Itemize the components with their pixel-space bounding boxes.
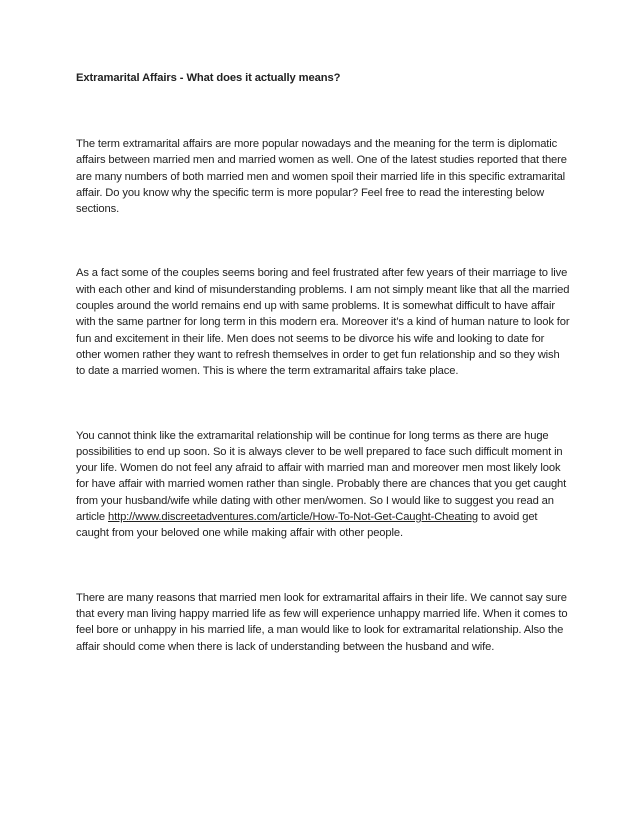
document-title: Extramarital Affairs - What does it actually means? [76, 72, 341, 84]
document-body [76, 70, 570, 655]
paragraph-3 [76, 428, 570, 542]
paragraph-4: There are many reasons that married men look for extramarital affairs in their life. We cannot say sure that every man living happy married life as few will experience unhappy married life. When it comes to feel bore or unhappy in his married life, a man would like to look for extramarital relationship. Also the affair should come when there is lack of understanding between the husband and wife. [76, 591, 568, 653]
paragraph-3-text-before: You cannot think like the extramarital relationship will be continue for long terms as there are huge possibilities to end up soon. So it is always clever to be well prepared to face such difficult moment in your life. Women do not feel any afraid to affair with married man and moreover men most likely look for have affair with married women rather than single. Probably there are chances that you get caught from your husband/wife while dating with other men/women. So I would like to suggest you read an article [76, 429, 567, 524]
paragraph-3-text-after: to avoid get caught from your beloved one while making affair with other people. [76, 511, 538, 540]
paragraph-1: The term extramarital affairs are more popular nowadays and the meaning for the term is diplomatic affairs between married men and married women as well. One of the latest studies reported that there are many numbers of both married men and women spoil their married life in this specific extramarital affair. Do you know why the specific term is more popular? Feel free to read the interesting below sections. [76, 138, 567, 216]
paragraph-2: As a fact some of the couples seems boring and feel frustrated after few years of their marriage to live with each other and kind of misunderstanding problems. I am not simply meant like that all the married couples around the world remains end up with same problems. It is somewhat difficult to have affair with the same partner for long term in this modern era. Moreover it’s a kind of human nature to look for fun and excitement in their life. Men does not seems to be divorce his wife and looking to date for other women rather they want to refresh themselves in order to get fun relationship and so they wish to date a married women. This is where the term extramarital affairs take place. [76, 267, 570, 378]
article-link[interactable]: http://www.discreetadventures.com/article/How-To-Not-Get-Caught-Cheating [108, 511, 479, 524]
